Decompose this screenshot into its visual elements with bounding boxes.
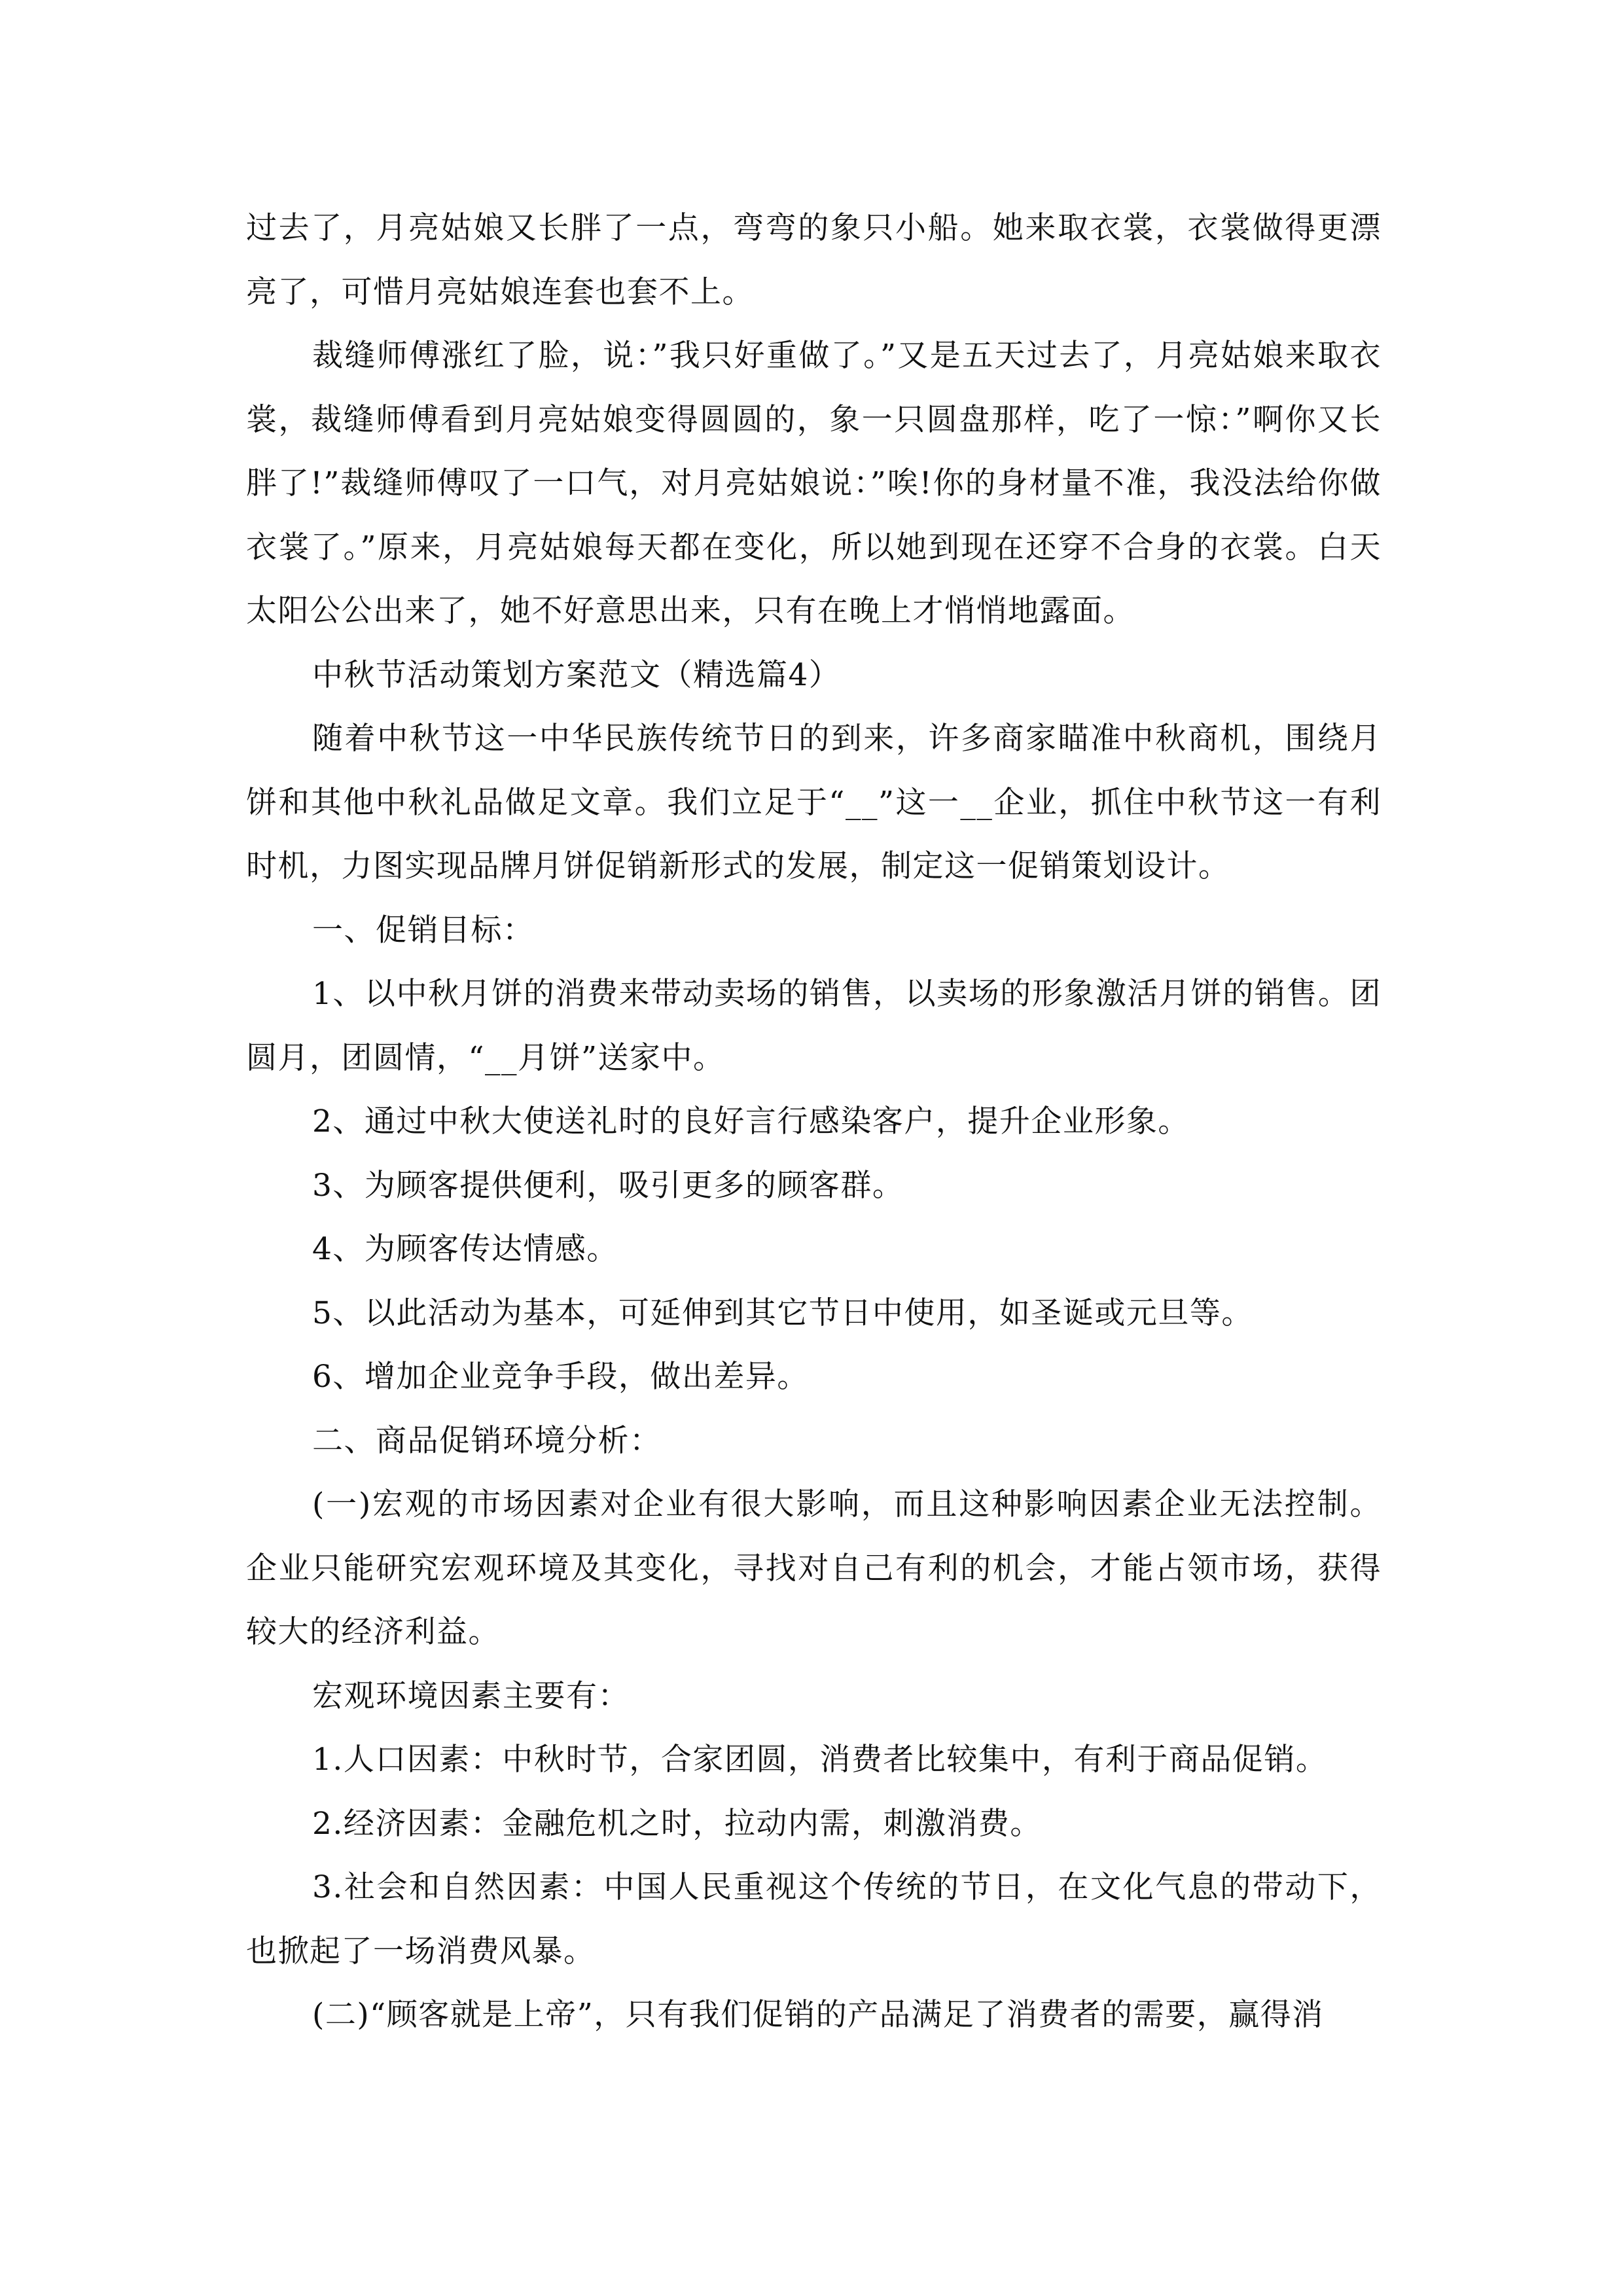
- list-item-goal-4: 4、为顾客传达情感。: [312, 1231, 618, 1267]
- paragraph-customer-first: (二)“顾客就是上帝”，只有我们促销的产品满足了消费者的需要，赢得消: [312, 1997, 1324, 2033]
- list-item-economy: 2.经济因素：金融危机之时，拉动内需，刺激消费。: [312, 1805, 1042, 1842]
- heading-promotion-goals: 一、促销目标：: [312, 912, 535, 948]
- heading-environment-analysis: 二、商品促销环境分析：: [312, 1422, 662, 1459]
- paragraph-macro-factors: (一)宏观的市场因素对企业有很大影响，而且这种影响因素企业无法控制。企业只能研究宏观环境及其变化，寻找对自己有利的机会，才能占领市场，获得较大的经济利益。: [246, 1486, 1382, 1650]
- paragraph-tailor-story: 裁缝师傅涨红了脸，说：”我只好重做了。”又是五天过去了，月亮姑娘来取衣裳，裁缝师傅看到月亮姑娘变得圆圆的，象一只圆盘那样，吃了一惊：”啊你又长胖了!”裁缝师傅叹了一口气，对月亮姑娘说：”唉!你的身材量不准，我没法给你做衣裳了。”原来，月亮姑娘每天都在变化，所以她到现在还穿不合身的衣裳。白天太阳公公出来了，她不好意思出来，只有在晚上才悄悄地露面。: [246, 338, 1382, 629]
- list-item-goal-3: 3、为顾客提供便利，吸引更多的顾客群。: [312, 1167, 904, 1204]
- list-item-goal-2: 2、通过中秋大使送礼时的良好言行感染客户，提升企业形象。: [312, 1103, 1190, 1139]
- list-item-society-nature: 3.社会和自然因素：中国人民重视这个传统的节日，在文化气息的带动下，也掀起了一场消费风暴。: [246, 1869, 1382, 1969]
- list-item-population: 1.人口因素：中秋时节，合家团圆，消费者比较集中，有利于商品促销。: [312, 1742, 1328, 1778]
- heading-macro-factors: 宏观环境因素主要有：: [312, 1677, 630, 1714]
- document-body: [246, 196, 1382, 2047]
- paragraph-intro: 随着中秋节这一中华民族传统节日的到来，许多商家瞄准中秋商机，围绕月饼和其他中秋礼品做足文章。我们立足于“__”这一__企业，抓住中秋节这一有利时机，力图实现品牌月饼促销新形式的发展，制定这一促销策划设计。: [246, 721, 1382, 884]
- section-title: 中秋节活动策划方案范文（精选篇4）: [312, 656, 841, 693]
- list-item-goal-6: 6、增加企业竞争手段，做出差异。: [312, 1359, 809, 1395]
- list-item-goal-1: 1、以中秋月饼的消费来带动卖场的销售，以卖场的形象激活月饼的销售。团圆月，团圆情，“__月饼”送家中。: [246, 976, 1382, 1076]
- list-item-goal-5: 5、以此活动为基本，可延伸到其它节日中使用，如圣诞或元旦等。: [312, 1295, 1253, 1331]
- paragraph-continued-story: 过去了，月亮姑娘又长胖了一点，弯弯的象只小船。她来取衣裳，衣裳做得更漂亮了，可惜月亮姑娘连套也套不上。: [246, 210, 1382, 310]
